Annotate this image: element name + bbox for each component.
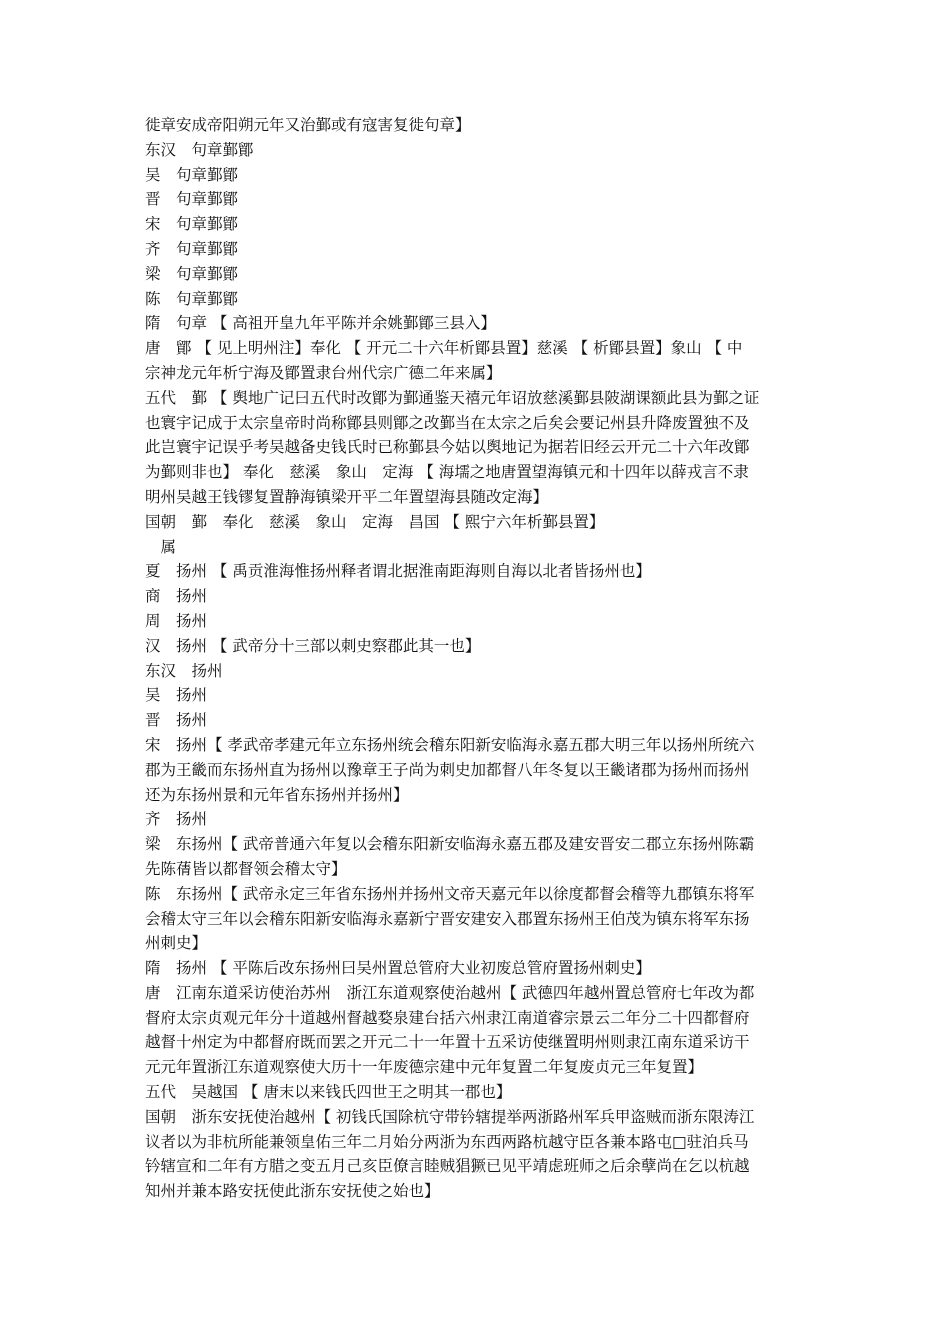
text-line: 陈 东扬州【 武帝永定三年省东扬州并扬州文帝天嘉元年以徐度都督会稽等九郡镇东将军 <box>145 884 755 903</box>
text-line: 知州并兼本路安抚使此浙东安抚使之始也】 <box>145 1182 440 1201</box>
text-line: 明州吴越王钱镠复置静海镇梁开平二年置望海县随改定海】 <box>145 487 549 506</box>
text-line: 徙章安成帝阳朔元年又治鄞或有寇害复徙句章】 <box>145 116 471 134</box>
text-line: 郡为王畿而东扬州直为扬州以豫章王子尚为刺史加都督八年冬复以王畿诸郡为扬州而扬州 <box>145 760 750 779</box>
text-line: 隋 句章 【 高祖开皇九年平陈并余姚鄞鄮三县入】 <box>145 314 496 333</box>
text-line: 督府太宗贞观元年分十道越州督越婺泉建台括六州隶江南道睿宗景云二年分二十四都督府 <box>145 1008 750 1027</box>
text-line: 陈 句章鄞鄮 <box>145 289 239 308</box>
text-line: 夏 扬州 【 禹贡淮海惟扬州释者谓北据淮南距海则自海以北者皆扬州也】 <box>145 562 651 581</box>
text-line: 国朝 鄞 奉化 慈溪 象山 定海 昌国 【 熙宁六年析鄞县置】 <box>145 512 605 531</box>
text-line: 也寰宇记成于太宗皇帝时尚称鄮县则鄮之改鄞当在太宗之后矣会要记州县升降废置独不及 <box>145 413 750 432</box>
text-line: 梁 东扬州【 武帝普通六年复以会稽东阳新安临海永嘉五郡及建安晋安二郡立东扬州陈霸 <box>145 835 755 854</box>
text-line: 吴 扬州 <box>145 686 208 705</box>
text-line: 周 扬州 <box>145 611 208 630</box>
text-line: 五代 吴越国 【 唐末以来钱氏四世王之明其一郡也】 <box>145 1083 512 1102</box>
text-line: 东汉 句章鄞鄮 <box>145 140 254 159</box>
text-line: 晋 句章鄞鄮 <box>145 190 239 209</box>
text-line: 为鄞则非也】 奉化 慈溪 象山 定海 【 海壖之地唐置望海镇元和十四年以薛戎言不隶 <box>145 463 749 482</box>
text-line: 还为东扬州景和元年省东扬州并扬州】 <box>145 785 409 804</box>
text-line: 晋 扬州 <box>145 711 208 730</box>
document-text <box>145 113 815 1204</box>
text-line: 唐 江南东道采访使治苏州 浙江东道观察使治越州【 武德四年越州置总管府七年改为都 <box>145 983 755 1002</box>
text-line: 齐 句章鄞鄮 <box>145 239 239 258</box>
text-line: 元元年置浙江东道观察使大历十一年废德宗建中元年复置二年复废贞元三年复置】 <box>145 1058 704 1077</box>
text-line: 先陈蒨皆以都督领会稽太守】 <box>145 859 347 878</box>
text-line: 国朝 浙东安抚使治越州【 初钱氏国除杭守带钤辖提举两浙路州军兵甲盗贼而浙东限涛江 <box>145 1107 755 1126</box>
text-line: 宋 扬州【 孝武帝孝建元年立东扬州统会稽东阳新安临海永嘉五郡大明三年以扬州所统六 <box>145 735 755 754</box>
text-line: 商 扬州 <box>145 587 208 606</box>
text-line: 会稽太守三年以会稽东阳新安临海永嘉新宁晋安建安入郡置东扬州王伯茂为镇东将军东扬 <box>145 909 750 928</box>
text-line: 梁 句章鄞鄮 <box>145 264 239 283</box>
text-line: 汉 扬州 【 武帝分十三部以刺史察郡此其一也】 <box>145 636 481 655</box>
text-line: 东汉 扬州 <box>145 661 223 680</box>
text-line: 宗神龙元年析宁海及鄮置隶台州代宗广德二年来属】 <box>145 363 502 382</box>
text-line: 隋 扬州 【 平陈后改东扬州曰吴州置总管府大业初废总管府置扬州刺史】 <box>145 959 651 978</box>
text-line: 越督十州定为中都督府既而罢之开元二十一年置十五采访使继置明州则隶江南东道采访干 <box>145 1033 750 1052</box>
text-line: 齐 扬州 <box>145 810 208 829</box>
text-line: 吴 句章鄞鄮 <box>145 165 239 184</box>
text-line: 此岂寰宇记误乎考吴越备史钱氏时已称鄞县今姑以舆地记为据若旧经云开元二十六年改鄮 <box>145 438 750 457</box>
text-line: 钤辖宣和二年有方腊之变五月己亥臣僚言睦贼猖獗已见平靖虑班师之后余孽尚在乞以杭越 <box>145 1157 750 1176</box>
text-line: 五代 鄞 【 舆地广记曰五代时改鄮为鄞通鉴天禧元年诏放慈溪鄞县陂湖课额此县为鄞之证 <box>145 388 760 407</box>
section-heading: 属 <box>145 537 177 556</box>
text-line: 宋 句章鄞鄮 <box>145 215 239 234</box>
text-line: 唐 鄮 【 见上明州注】奉化 【 开元二十六年析鄮县置】慈溪 【 析鄮县置】象山 【 中 <box>145 339 743 358</box>
text-line: 州刺史】 <box>145 934 208 953</box>
text-line: 议者以为非杭所能兼领皇佑三年二月始分两浙为东西两路杭越守臣各兼本路屯□驻泊兵马 <box>145 1132 749 1151</box>
